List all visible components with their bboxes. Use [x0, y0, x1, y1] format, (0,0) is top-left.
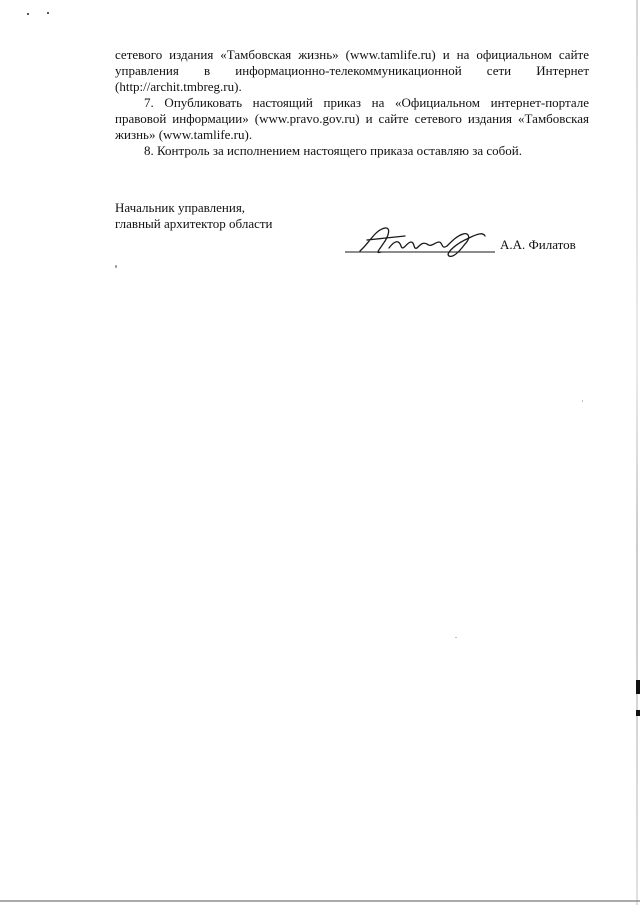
scan-speck [115, 265, 117, 268]
signatory-title-line-2: главный архитектор области [115, 216, 273, 231]
scan-speck [582, 400, 583, 402]
paragraph-continuation: сетевого издания «Тамбовская жизнь» (www.tamlife.ru) и на официальном сайте управления в информационно-телекоммуникационной сети Интернет (http://archit.tmbreg.ru). [115, 47, 589, 94]
scan-speck [27, 13, 29, 15]
handwritten-signature [345, 222, 495, 260]
document-body [115, 47, 589, 159]
paragraph-item-7: 7. Опубликовать настоящий приказ на «Официальном интернет-портале правовой информации» (www.pravo.gov.ru) и сайте сетевого издания «Тамбовская жизнь» (www.tamlife.ru). [115, 95, 589, 142]
signatory-name: А.А. Филатов [500, 237, 576, 252]
scan-speck [455, 637, 457, 638]
scan-speck [47, 12, 49, 14]
scan-edge-bottom [0, 900, 640, 902]
scan-mark [636, 710, 640, 716]
paragraph-item-8: 8. Контроль за исполнением настоящего приказа оставляю за собой. [144, 143, 522, 158]
scan-mark [636, 680, 640, 694]
signatory-title-line-1: Начальник управления, [115, 200, 246, 215]
signatory-title [115, 200, 355, 232]
signature-block [115, 200, 589, 250]
scan-edge-right [636, 0, 638, 905]
